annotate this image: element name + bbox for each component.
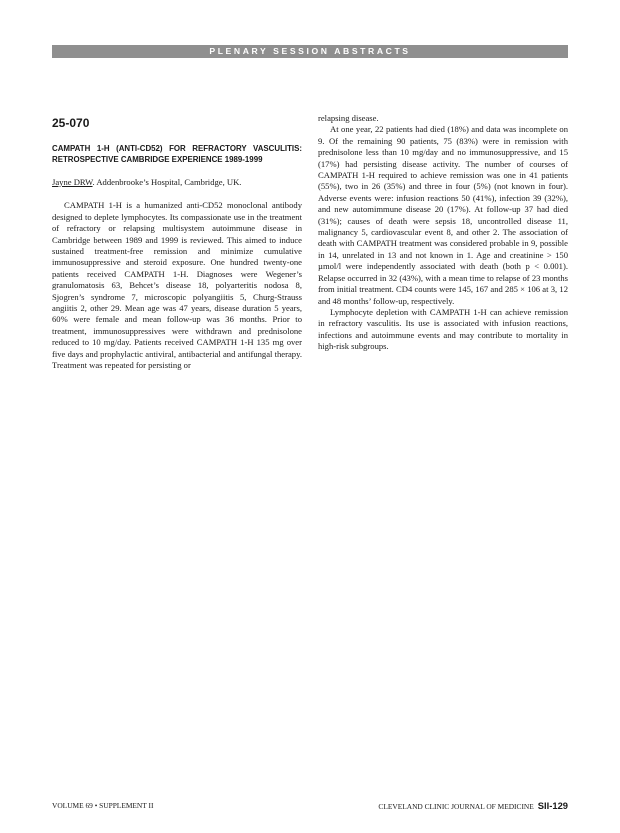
abstract-title: CAMPATH 1-H (ANTI-CD52) FOR REFRACTORY VASCULITIS: RETROSPECTIVE CAMBRIDGE EXPERIENCE 1989-1999 [52,144,302,164]
author-name: Jayne DRW [52,177,93,187]
body-paragraph: At one year, 22 patients had died (18%) and data was incomplete on 9. Of the remaining 90 patients, 75 (83%) were in remission with prednisolone less than 10 mg/day and no immunosuppressive, and 15 (17%) had persisting disease activity. The number of courses of CAMPATH 1-H required to achieve remission was one in 41 patients (55%), two in 26 (35%) and three in four (5%) (not known in four). Adverse events were: infusion reactions 50 (41%), infection 39 (32%), and new automimmune disease 20 (17%). At follow-up 37 had died (31%); causes of death were sepsis 18, uncontrolled disease 11, malignancy 5, cardiovascular event 8, and other 2. The association of death with CAMPATH treatment was considered probable in 9, possible in 14, unrelated in 13 and not known in 1. Age and creatinine > 150 µmol/l were independently associated with death (both p < 0.001). Relapse occurred in 32 (43%), with a mean time to relapse of 23 months from initial treatment. CD4 counts were 145, 167 and 285 × 106 at 3, 12 and 48 months’ follow-up, respectively. [318,124,568,306]
right-column [318,113,568,353]
footer-journal: CLEVELAND CLINIC JOURNAL OF MEDICINE [378,802,534,811]
page-number: SII-129 [537,800,568,811]
author-line [52,177,302,188]
section-header-bar [52,45,568,58]
left-column [52,113,302,372]
body-paragraph: relapsing disease. [318,113,379,123]
footer-volume: VOLUME 69 • SUPPLEMENT II [52,801,154,810]
body-paragraph: Lymphocyte depletion with CAMPATH 1-H can achieve remission in refractory vasculitis. Its use is associated with infusion reactions, infections and autoimmune events and may contribute to mortality in high-risk subgroups. [318,306,568,352]
section-title: PLENARY SESSION ABSTRACTS [209,46,411,56]
abstract-id: 25-070 [52,116,90,130]
body-paragraph: CAMPATH 1-H is a humanized anti-CD52 monoclonal antibody designed to deplete lymphocytes. Its compassionate use in the treatment of refractory or relapsing multisystem autoimmune disease in Cambridge between 1989 and 1999 is reviewed. This aimed to induce sustained treatment-free remission and minimize cumulative immunosuppressive and steroid exposure. One hundred twenty-one patients received CAMPATH 1-H. Diagnoses were Wegener’s granulomatosis 63, Behcet’s disease 18, polyarteritis nodosa 8, Sjogren’s syndrome 7, microscopic polyangiitis 5, Churg-Strauss angiitis 2, other 29. Mean age was 47 years, disease duration 5 years, 60% were female and mean follow-up was 36 months. Prior to treatment, immunosuppressives were withdrawn and prednisolone reduced to 10 mg/day. Patients received CAMPATH 1-H 135 mg over five days and prophylactic antiviral, antibacterial and antifungal therapy. Treatment was repeated for persisting or [52,200,302,371]
author-affiliation: . Addenbrooke’s Hospital, Cambridge, UK. [92,177,242,187]
footer-journal-block [378,800,568,813]
